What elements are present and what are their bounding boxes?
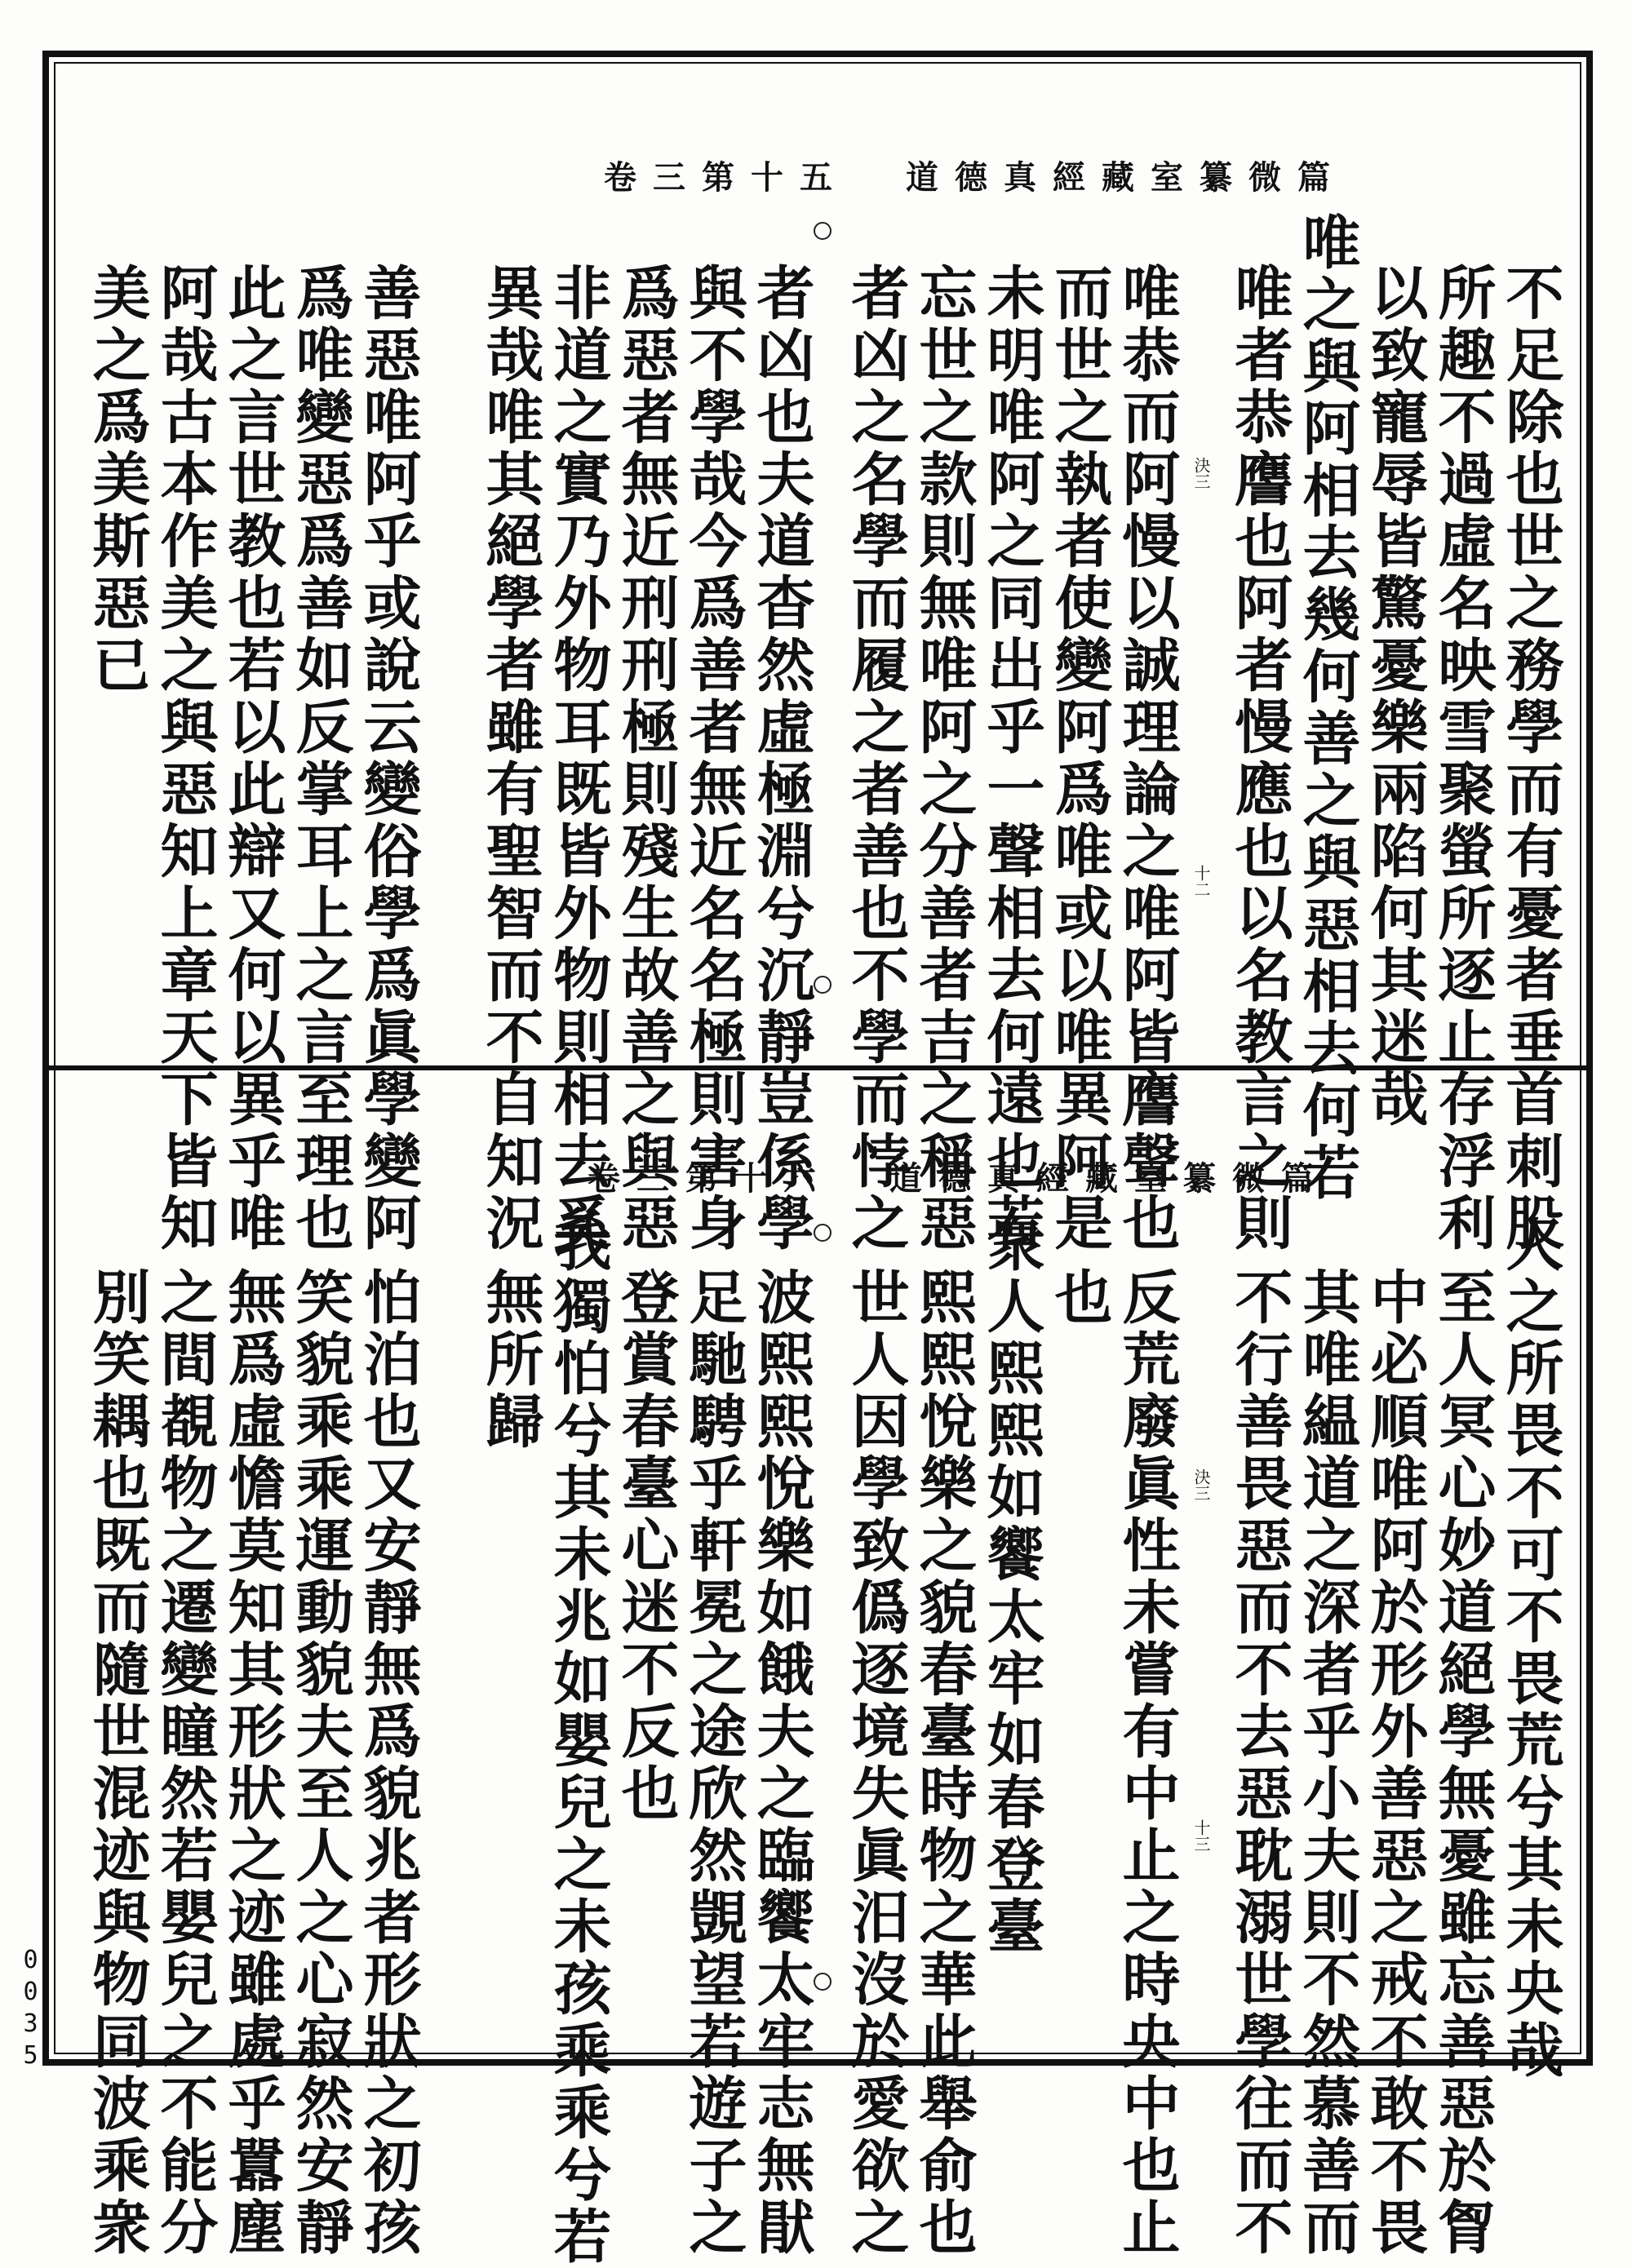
bottom-column: 登賞春臺心迷不反也 [612,1267,681,1825]
top-column: 忘世之款則無唯阿之分善者吉之稱惡 [910,263,978,1255]
bottom-header-title: 道德真經藏室纂微篇 [889,1159,1330,1198]
top-column: 阿哉古本作美之與惡知上章天下皆知 [151,263,220,1255]
section-circle-mark [814,1973,832,1991]
bottom-column: 怕泊也又安靜無爲貌兆者形狀之初孩 [354,1267,423,2259]
bottom-column: 無爲虛憺莫知其形狀之迹雖處乎囂塵 [219,1267,287,2259]
bottom-column: 別笑耦也既而隨世混迹與物同波乘衆 [83,1267,152,2259]
top-column: 唯之與阿相去幾何善之與惡相去何若 [1293,212,1362,1204]
bottom-column: 不行善畏惡而不去惡耽溺世學往而不 [1226,1267,1294,2259]
top-header-volume: 卷三第十五 [604,158,849,197]
bottom-note-scroll: 決三 [1191,1468,1211,1501]
top-column: 唯者恭譍也阿者慢應也以名教言之則 [1226,263,1294,1255]
section-circle-mark [814,1224,832,1242]
top-column: 不足除也世之務學而有憂者垂首刺股 [1497,263,1565,1255]
top-page-header [604,152,1346,198]
top-note-number: 十二 [1191,865,1211,897]
bottom-column: 波熙熙悅樂如餓夫之臨饗太牢志無猒 [747,1267,816,2259]
bottom-column: 至人冥心妙道絕學無憂雖忘善惡於胷 [1429,1267,1497,2259]
top-note-scroll: 決三 [1191,457,1211,489]
top-column: 爲惡者無近刑刑極則殘生故善之與惡 [612,263,681,1255]
section-circle-mark [814,222,832,240]
section-circle-mark [814,976,832,994]
bottom-column: 衆人熙熙如饗太牢如春登臺 [978,1214,1046,1958]
top-column: 而世之執者使變阿爲唯或以唯異阿是 [1045,263,1114,1255]
bottom-column: 我獨怕兮其未兆如嬰兒之未孩乘乘兮若 [544,1214,613,2268]
bottom-column: 其唯緼道之深者乎小夫則不然慕善而 [1293,1267,1362,2259]
bottom-column: 中必順唯阿於形外善惡之戒不敢不畏 [1361,1267,1430,2259]
bottom-column: 無所歸 [477,1267,545,1453]
bottom-column: 足馳騁乎軒冕之途欣然覬望若遊子之 [680,1267,748,2259]
bottom-column: 人之所畏不可不畏荒兮其未央哉 [1497,1214,1565,2082]
bottom-note-number: 十三 [1191,1819,1211,1852]
bottom-column: 笑貌乘乘運動貌夫至人之心寂然安靜 [286,1267,355,2259]
top-column: 善惡唯阿乎或說云變俗學爲眞學變阿 [354,263,423,1255]
bottom-column: 也 [1045,1267,1114,1329]
bottom-column: 之間覩物之遷變瞳然若嬰兒之不能分 [151,1267,220,2259]
bottom-column: 熙熙悅樂之貌春臺時物之華此舉俞也 [910,1267,978,2259]
top-column: 未明唯阿之同出乎一聲相去何遠也若 [978,263,1046,1255]
bottom-column: 世人因學致僞逐境失眞汨沒於愛欲之 [842,1267,911,2259]
top-column: 以致寵辱皆驚憂樂兩陷何其迷哉 [1361,263,1430,1131]
top-column: 異哉唯其絕學者雖有聖智而不自知況 [477,263,545,1255]
top-column: 爲唯變惡爲善如反掌耳上之言至理也 [286,263,355,1255]
bottom-header-volume: 卷三第十六 [588,1159,832,1198]
top-column: 者凶也夫道杳然虛極淵兮沉靜豈係學 [747,263,816,1255]
top-column: 唯恭而阿慢以誠理論之唯阿皆譍聲也 [1113,263,1182,1255]
top-column: 與不學哉今爲善者無近名名極則害身 [680,263,748,1255]
page-side-number: 0035 [16,1946,45,2073]
top-column: 所趣不過虛名映雪聚螢所逐止存浮利 [1429,263,1497,1255]
top-header-title: 道德真經藏室纂微篇 [906,158,1346,197]
bottom-column: 反荒廢眞性未嘗有中止之時央中也止 [1113,1267,1182,2259]
top-column: 此之言世教也若以此辯又何以異乎唯 [219,263,287,1255]
top-column: 者凶之名學而履之者善也不學而悖之 [842,263,911,1255]
top-column: 非道之實乃外物耳既皆外物則相去奚 [544,263,613,1255]
top-column: 美之爲美斯惡已 [83,263,152,697]
